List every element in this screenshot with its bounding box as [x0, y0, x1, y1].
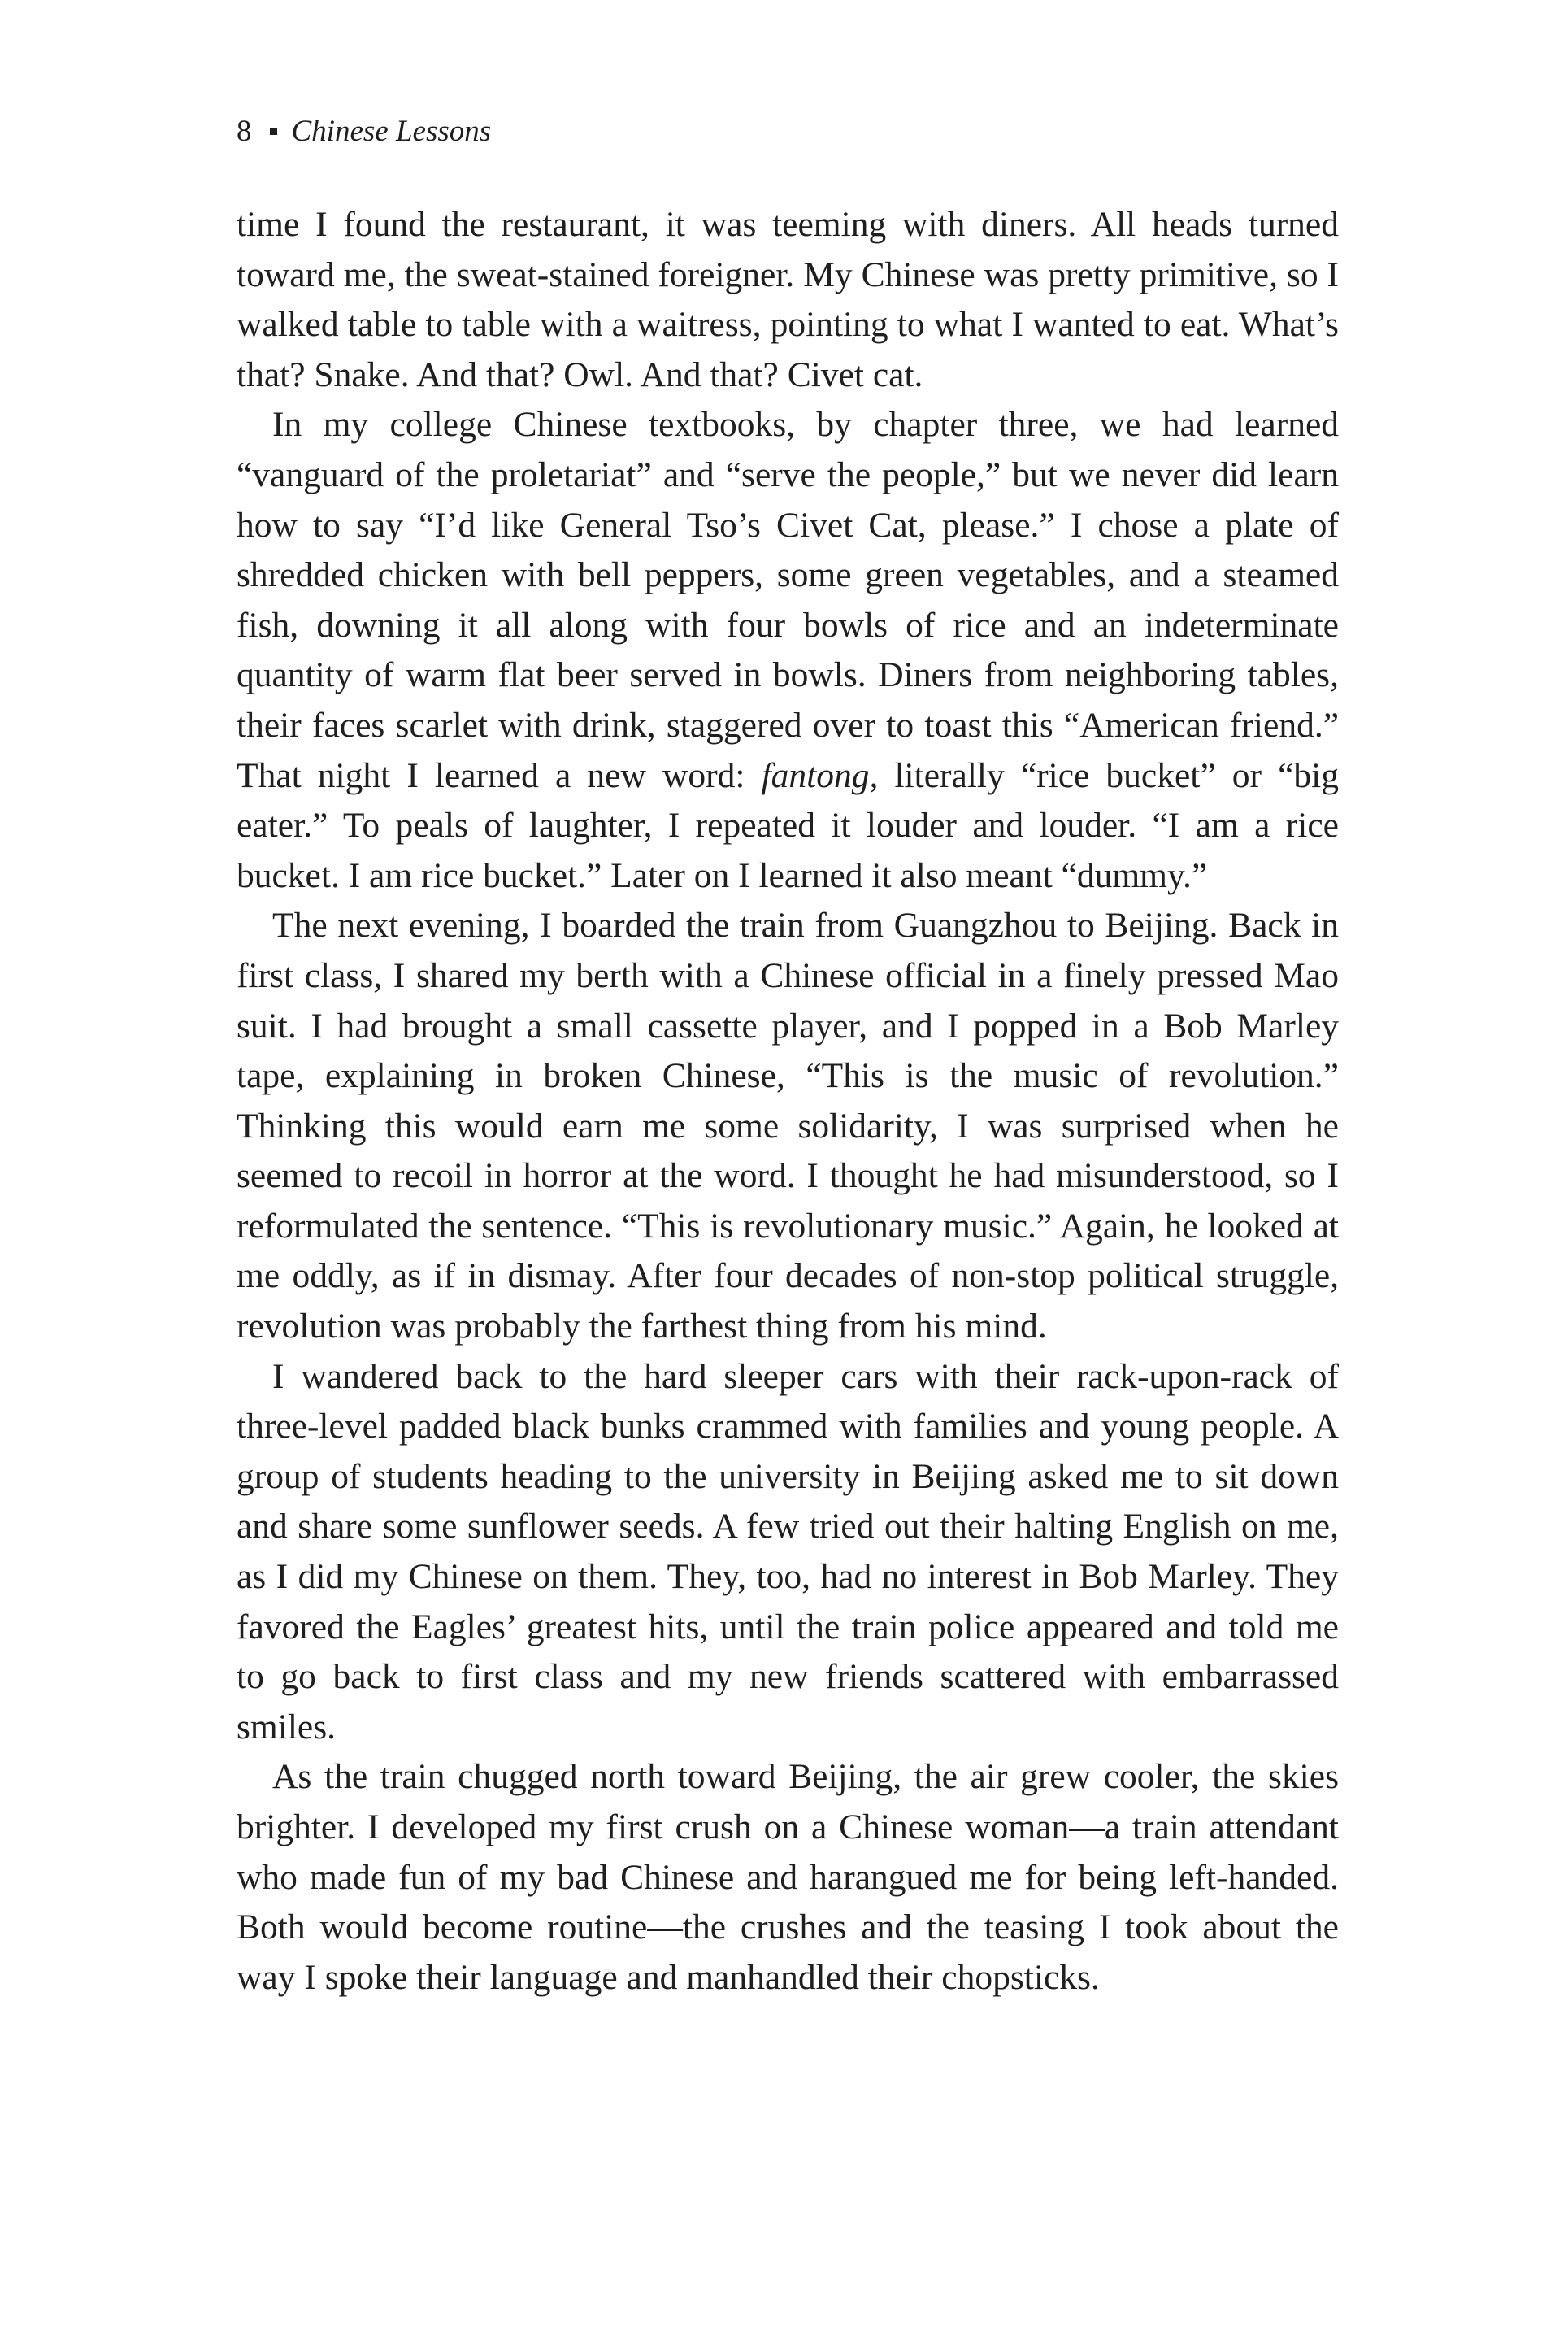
body-text [237, 200, 1339, 2003]
running-head [237, 114, 491, 150]
paragraph [237, 901, 1339, 1351]
paragraph [237, 1352, 1339, 1753]
paragraph [237, 200, 1339, 400]
paragraph [237, 400, 1339, 901]
paragraph-text: The next evening, I boarded the train from Guangzhou to Beijing. Back in first class, I shared my berth with a Chinese official in a finely pressed Mao suit. I had brought a small cassette player, and I popped in a Bob Marley tape, explaining in broken Chinese, “This is the music of revolution.” Thinking this would earn me some solidarity, I was surprised when he seemed to recoil in horror at the word. I thought he had misunderstood, so I reformulated the sentence. “This is revolutionary music.” Again, he looked at me oddly, as if in dismay. After four decades of non-stop political struggle, revolution was probably the farthest thing from his mind. [237, 906, 1339, 1346]
book-title: Chinese Lessons [291, 115, 492, 148]
paragraph-text: I wandered back to the hard sleeper cars with their rack-upon-rack of three-level padded black bunks crammed with families and young people. A group of students heading to the university in Beijing asked me to sit down and share some sunflower seeds. A few tried out their halting English on me, as I did my Chinese on them. They, too, had no interest in Bob Marley. They favored the Eagles’ greatest hits, until the train police appeared and told me to go back to first class and my new friends scattered with embarrassed smiles. [237, 1356, 1339, 1746]
page-number: 8 [237, 115, 252, 148]
paragraph-text: In my college Chinese textbooks, by chapter three, we had learned “vanguard of the proletariat” and “serve the people,” but we never did learn how to say “I’d like General Tso’s Civet Cat, please.” I chose a plate of shredded chicken with bell peppers, some green vegetables, and a steamed fish, downing it all along with four bowls of rice and an indeterminate quantity of warm flat beer served in bowls. Diners from neighboring tables, their faces scarlet with drink, staggered over to toast this “American friend.” That night I learned a new word: [237, 405, 1339, 795]
paragraph-text: literally “rice bucket” or “big eater.” To peals of laughter, I repeated it louder and louder. “I am a rice bucket. I am rice bucket.” Later on I learned it also meant “dummy.” [237, 755, 1339, 895]
paragraph [237, 1752, 1339, 2003]
italic-term: fantong, [761, 755, 879, 795]
square-bullet-icon [270, 128, 277, 135]
paragraph-text: As the train chugged north toward Beijing, the air grew cooler, the skies brighter. I developed my first crush on a Chinese woman—a train attendant who made fun of my bad Chinese and harangued me for being left-handed. Both would become routine—the crushes and the teasing I took about the way I spoke their language and manhandled their chopsticks. [237, 1757, 1339, 1997]
paragraph-text: time I found the restaurant, it was teeming with diners. All heads turned toward me, the sweat-stained foreigner. My Chinese was pretty primitive, so I walked table to table with a waitress, pointing to what I wanted to eat. What’s that? Snake. And that? Owl. And that? Civet cat. [237, 205, 1339, 394]
